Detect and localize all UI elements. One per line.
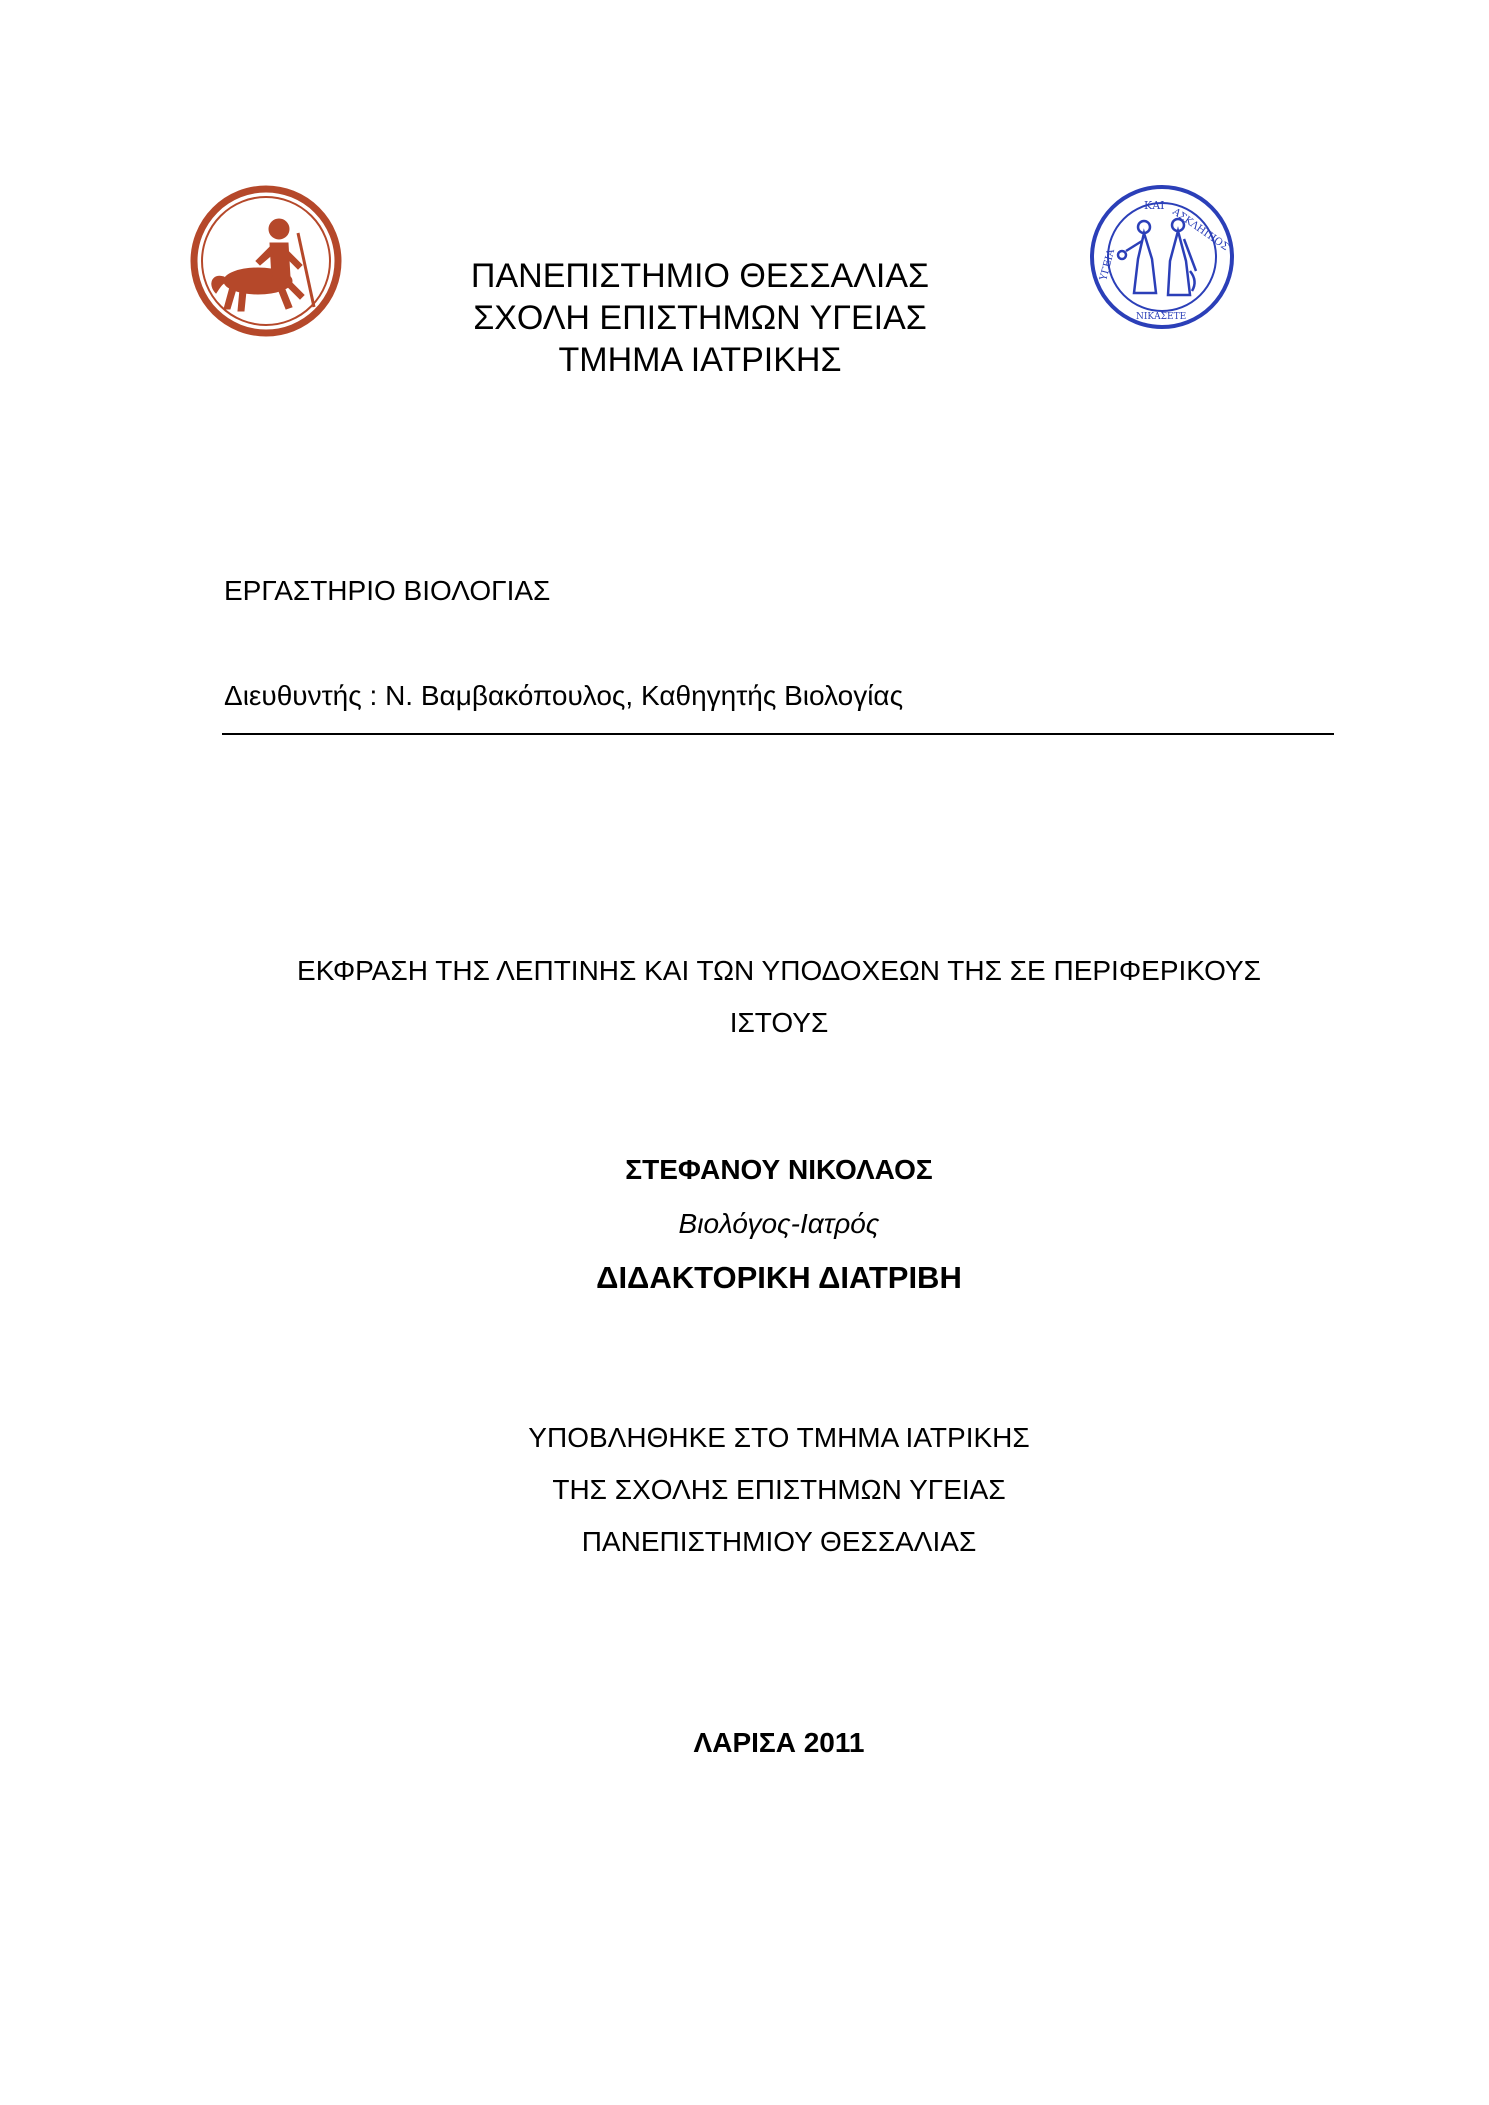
department-name: ΤΜΗΜΑ ΙΑΤΡΙΚΗΣ xyxy=(558,341,842,379)
svg-text:ΑΣΚΛΗΠΙΟΣ: ΑΣΚΛΗΠΙΟΣ xyxy=(1170,206,1231,254)
svg-text:ΚΑΙ: ΚΑΙ xyxy=(1144,199,1165,212)
medical-school-seal-logo xyxy=(1086,181,1238,333)
author-name: ΣΤΕΦΑΝΟΥ ΝΙΚΟΛΑΟΣ xyxy=(625,1154,933,1185)
svg-text:ΥΓΕΙΑ: ΥΓΕΙΑ xyxy=(1098,248,1118,282)
director-line: Διευθυντής : Ν. Βαμβακόπουλος, Καθηγητής Βιολογίας xyxy=(224,680,904,711)
place-and-year: ΛΑΡΙΣΑ 2011 xyxy=(693,1727,865,1758)
hygieia-asclepius-seal-icon xyxy=(1086,181,1238,333)
school-name: ΣΧΟΛΗ ΕΠΙΣΤΗΜΩΝ ΥΓΕΙΑΣ xyxy=(473,299,927,337)
submission-line-1: ΥΠΟΒΛΗΘΗΚΕ ΣΤΟ ΤΜΗΜΑ ΙΑΤΡΙΚΗΣ xyxy=(528,1422,1030,1453)
svg-text:ΝΙΚΑΣΕΤΕ: ΝΙΚΑΣΕΤΕ xyxy=(1136,312,1187,322)
university-centaur-logo xyxy=(186,181,346,341)
horizontal-divider xyxy=(222,733,1334,735)
submission-statement xyxy=(224,1412,1334,1568)
author-role: Βιολόγος-Ιατρός xyxy=(678,1208,880,1239)
institution-header xyxy=(420,255,980,381)
thesis-type: ΔΙΔΑΚΤΟΡΙΚΗ ΔΙΑΤΡΙΒΗ xyxy=(596,1260,962,1295)
thesis-title-line-2: ΙΣΤΟΥΣ xyxy=(729,1007,829,1038)
thesis-title-line-1: ΕΚΦΡΑΣΗ ΤΗΣ ΛΕΠΤΙΝΗΣ ΚΑΙ ΤΩΝ ΥΠΟΔΟΧΕΩΝ ΤΗΣ ΣΕ ΠΕΡΙΦΕΡΙΚΟΥΣ xyxy=(297,955,1261,986)
centaur-emblem-icon xyxy=(186,181,346,341)
thesis-title xyxy=(224,945,1334,1049)
university-name: ΠΑΝΕΠΙΣΤΗΜΙΟ ΘΕΣΣΑΛΙΑΣ xyxy=(470,257,930,295)
author-block xyxy=(224,1150,1334,1300)
laboratory-name: ΕΡΓΑΣΤΗΡΙΟ ΒΙΟΛΟΓΙΑΣ xyxy=(224,575,551,606)
submission-line-3: ΠΑΝΕΠΙΣΤΗΜΙΟΥ ΘΕΣΣΑΛΙΑΣ xyxy=(581,1526,977,1557)
submission-line-2: ΤΗΣ ΣΧΟΛΗΣ ΕΠΙΣΤΗΜΩΝ ΥΓΕΙΑΣ xyxy=(552,1474,1006,1505)
